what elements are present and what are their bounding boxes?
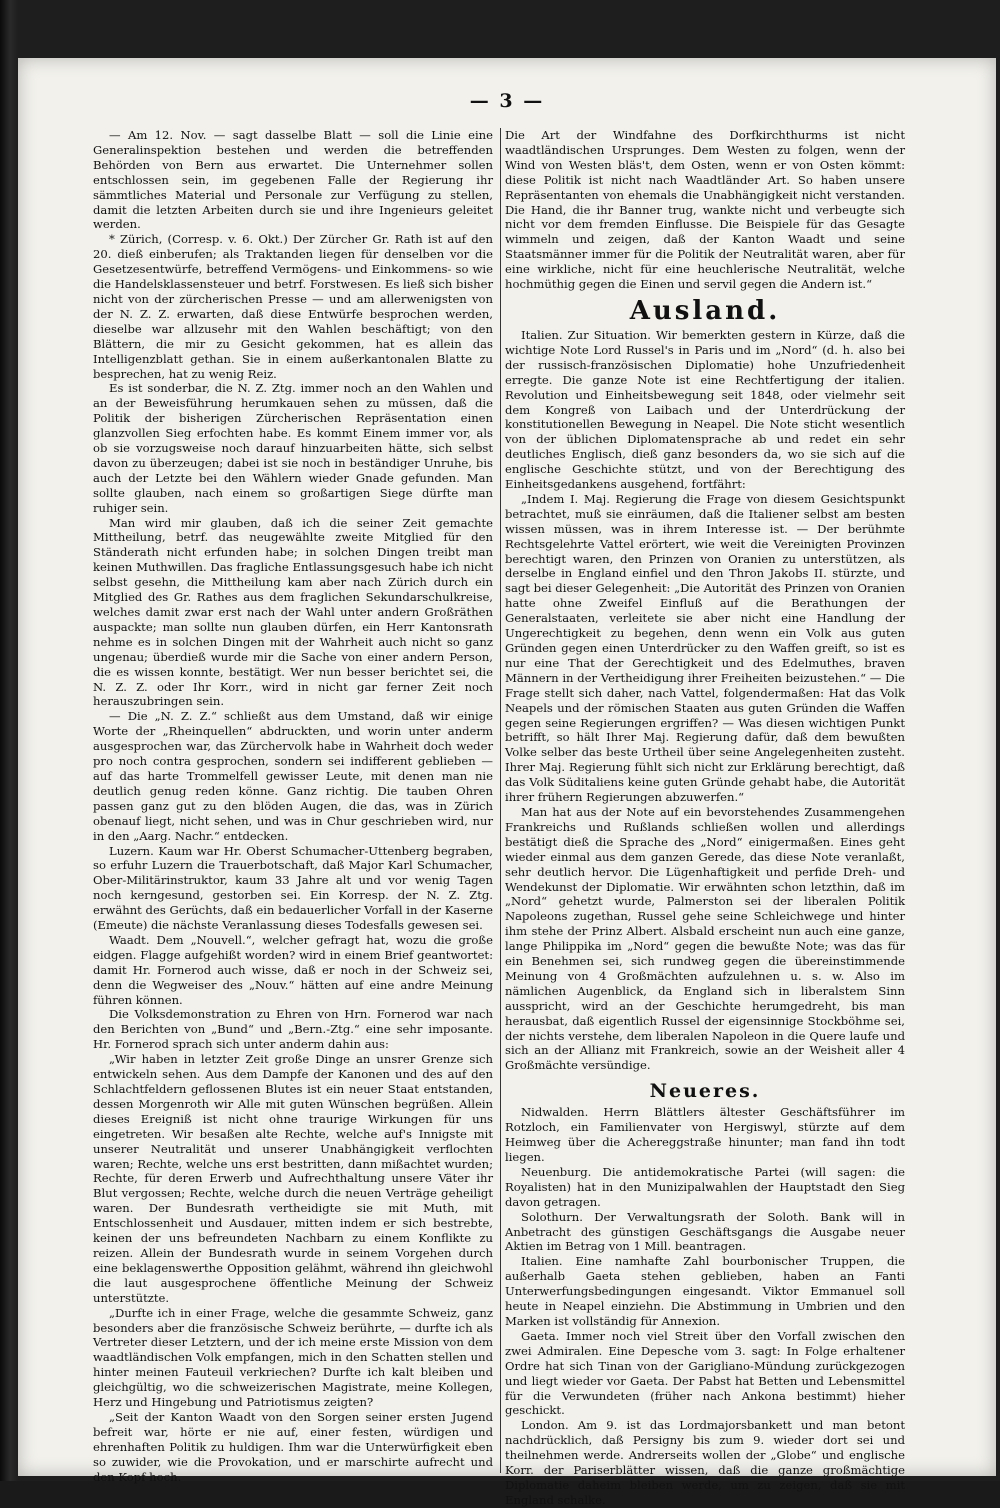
right-column [505,128,905,1508]
news-item: Solothurn. Der Verwaltungsrath der Soloth. Bank will in Anbetracht des günstigen Geschäftsgangs die Ausgabe neuer Aktien im Betrag von 1 Mill. beantragen. [505,1209,905,1254]
article-paragraph: Waadt. Dem „Nouvell.“, welcher gefragt hat, wozu die große eidgen. Flagge aufgehißt worden? wird in einem Brief geantwortet: damit Hr. Fornerod auch wisse, daß er noch in der Schweiz sei, denn die Wegweiser des „Nouv.“ hätten auf eine andre Meinung führen können. [93,932,493,1007]
article-paragraph: Die Art der Windfahne des Dorfkirchthurms ist nicht waadtländischen Ursprunges. Dem Westen zu folgen, wenn der Wind von Westen bläs't, dem Osten, wenn er von Osten kömmt: diese Politik ist nicht nach Waadtländer Art. So haben unsere Repräsentanten von ehemals die Unabhängigkeit nicht verstanden. Die Hand, die ihr Banner trug, wankte nicht und verbeugte sich nicht vor dem fremden Einflusse. Die Beispiele für das Gesagte wimmeln und zeigen, daß der Kanton Waadt und seine Staatsmänner immer für die Politik der Neutralität waren, aber für eine wirkliche, nicht für eine heuchlerische Neutralität, welche hochmüthig gegen die Einen und servil gegen die Andern ist.“ [505,128,905,292]
left-column [93,128,493,1484]
news-item: Nidwalden. Herrn Blättlers ältester Geschäftsführer im Rotzloch, ein Familienvater von Hergiswyl, stürzte auf dem Heimweg über die Achereggstraße hinunter; man fand ihn todt liegen. [505,1105,905,1164]
article-paragraph: „Durfte ich in einer Frage, welche die gesammte Schweiz, ganz besonders aber die französische Schweiz berührte, — durfte ich als Vertreter dieser Letztern, und der ich meine erste Mission von dem waadtländischen Volk empfangen, mich in den Schatten stellen und hinter meinen Fauteuil verkriechen? Durfte ich kalt bleiben und gleichgültig, wo die schweizerischen Magistrate, meine Kollegen, Herz und Hingebung und Patriotismus zeigten? [93,1305,493,1410]
article-paragraph: Luzern. Kaum war Hr. Oberst Schumacher-Uttenberg begraben, so erfuhr Luzern die Trauerbotschaft, daß Major Karl Schumacher, Ober-Militärinstruktor, kaum 33 Jahre alt und vor wenig Tagen noch kerngesund, gestorben sei. Ein Korresp. der N. Z. Ztg. erwähnt des Gerüchts, daß ein bedauerlicher Vorfall in der Kaserne (Emeute) die nächste Veranlassung dieses Todesfalls gewesen sei. [93,843,493,933]
news-item: Gaeta. Immer noch viel Streit über den Vorfall zwischen den zwei Admiralen. Eine Depesche vom 3. sagt: In Folge erhaltener Ordre hat sich Tinan von der Garigliano-Mündung zurückgezogen und liegt wieder vor Gaeta. Der Pabst hat Betten und Lebensmittel für die Verwundeten (früher nach Ankona bestimmt) hieher geschickt. [505,1328,905,1418]
article-paragraph: * Zürich, (Corresp. v. 6. Okt.) Der Zürcher Gr. Rath ist auf den 20. dieß einberufen; als Traktanden liegen für denselben vor die Gesetzesentwürfe, betreffend Vermögens- und Einkommens- so wie die Handelsklassensteuer und betrf. Forstwesen. Es ließ sich bisher nicht von der zürcherischen Presse — und am allerwenigsten von der N. Z. Z. erwarten, daß diese Entwürfe besprochen werden, dieselbe war allzusehr mit den Wahlen beschäftigt; von den Blättern, die mir zu Gesicht gekommen, hat es allein das Intelligenzblatt gethan. Sie in einem außerkantonalen Blatte zu besprechen, hat zu wenig Reiz. [93,232,493,381]
news-item: Italien. Eine namhafte Zahl bourbonischer Truppen, die außerhalb Gaeta stehen geblieben, haben an Fanti Unterwerfungsbedingungen eingesandt. Viktor Emmanuel soll heute in Neapel einziehn. Die Abstimmung in Umbrien und den Marken ist vollständig für Annexion. [505,1254,905,1328]
article-paragraph: Es ist sonderbar, die N. Z. Ztg. immer noch an den Wahlen und an der Beweisführung herumkauen sehen zu müssen, daß die Politik der bisherigen Zürcherischen Repräsentation einen glanzvollen Sieg erfochten habe. Es kommt Einem immer vor, als ob sie vorzugsweise noch darauf hinzuarbeiten hätte, sich selbst davon zu überzeugen; dabei ist sie noch in beständiger Unruhe, bis auch der Letzte bei den Wählern wieder Gnade gefunden. Man sollte glauben, nach einem so großartigen Siege dürfte man ruhiger sein. [93,381,493,515]
article-paragraph: Die Volksdemonstration zu Ehren von Hrn. Fornerod war nach den Berichten von „Bund“ und „Bern.-Ztg.“ eine sehr imposante. Hr. Fornerod sprach sich unter anderm dahin aus: [93,1007,493,1052]
article-paragraph: — Am 12. Nov. — sagt dasselbe Blatt — soll die Linie eine Generalinspektion bestehen und werden die betreffenden Behörden von Bern aus erwartet. Die Unternehmer sollen entschlossen sein, im gegebenen Falle der Regierung ihr sämmtliches Material und Personale zur Verfügung zu stellen, damit die letzten Arbeiten durch sie und ihre Ingenieurs geleitet werden. [93,128,493,232]
news-item: Neuenburg. Die antidemokratische Partei (will sagen: die Royalisten) hat in den Munizipalwahlen der Hauptstadt den Sieg davon getragen. [505,1164,905,1209]
article-paragraph: Man wird mir glauben, daß ich die seiner Zeit gemachte Mittheilung, betrf. das neugewählte zweite Mitglied für den Ständerath nicht erfunden habe; in solchen Dingen treibt man keinen Muthwillen. Das fragliche Entlassungsgesuch habe ich nicht selbst gesehn, die Mittheilung kam aber nach Zürich durch ein Mitglied des Gr. Rathes aus dem fraglichen Sekundarschulkreise, welches damit zwar erst nach der Wahl unter andern Großräthen auspackte; man sollte nun glauben dürfen, ein Herr Kantonsrath nehme es in solchen Dingen mit der Wahrheit auch nicht so ganz ungenau; überdieß wurde mir die Sache von einer andern Person, die es wissen konnte, bestätigt. Wer nun besser berichtet sei, die N. Z. Z. oder Ihr Korr., wird in nicht gar ferner Zeit noch herauszubringen sein. [93,515,493,709]
article-paragraph: „Seit der Kanton Waadt von den Sorgen seiner ersten Jugend befreit war, hörte er nie auf, einer festen, würdigen und ehrenhaften Politik zu huldigen. Ihm war die Unterwürfigkeit eben so zuwider, wie die Provokation, und er marschirte aufrecht und den Kopf hoch. [93,1409,493,1484]
article-paragraph: Italien. Zur Situation. Wir bemerkten gestern in Kürze, daß die wichtige Note Lord Russel's in Paris und im „Nord“ (d. h. also bei der russisch-französischen Diplomatie) hohe Unzufriedenheit erregte. Die ganze Note ist eine Rechtfertigung der italien. Revolution und Einheitsbewegung seit 1848, oder vielmehr seit dem Kongreß von Laibach und der Unterdrückung der konstitutionellen Bewegung in Neapel. Die Note sticht wesentlich von der üblichen Diplomatensprache ab und redet ein sehr deutliches Englisch, dieß ganz besonders da, wo sie sich auf die englische Geschichte stützt, und von der Berechtigung des Einheitsgedankens ausgehend, fortfährt: [505,327,905,492]
news-item: London. Am 9. ist das Lordmajorsbankett und man betont nachdrücklich, daß Persigny bis zum 9. wieder dort sei und theilnehmen werde. Andrerseits wollen der „Globe“ und englische Korr. der Pariserblätter wissen, daß die ganze großmächtige Diplomatie daheim bleiben werde, um zu zeigen, daß sie mit England schalke. [505,1418,905,1507]
article-paragraph: „Wir haben in letzter Zeit große Dinge an unsrer Grenze sich entwickeln sehen. Aus dem Dampfe der Kanonen und des auf den Schlachtfeldern geflossenen Blutes ist ein neuer Staat entstanden, dessen Morgenroth wir Alle mit guten Wünschen begrüßen. Allein dieses Ereigniß ist nicht ohne traurige Wirkungen für uns eingetreten. Wir besaßen alte Rechte, welche auf's Innigste mit unserer Neutralität und unserer Unabhängigkeit verflochten waren; Rechte, welche uns erst bestritten, dann mißachtet wurden; Rechte, für deren Erwerb und Aufrechthaltung unsere Väter ihr Blut vergossen; Rechte, welche durch die neuen Verträge geheiligt waren. Der Bundesrath vertheidigte sie mit Muth, mit Entschlossenheit und Ausdauer, mitten indem er sich bestrebte, keinen der uns befreundeten Nachbarn zu einem Konflikte zu reizen. Allein der Bundesrath wurde in seinem Vorgehen durch eine beklagenswerthe Opposition gelähmt, während ihn gleichwohl die laut ausgesprochene öffentliche Meinung der Schweiz unterstützte. [93,1052,493,1305]
newspaper-page [18,58,996,1507]
section-heading-ausland: Ausland. [629,295,781,326]
page-number: — 3 — [469,90,545,112]
section-heading-neueres: Neueres. [649,1080,761,1103]
article-paragraph: — Die „N. Z. Z.“ schließt aus dem Umstand, daß wir einige Worte der „Rheinquellen“ abdruckten, und worin unter anderm ausgesprochen war, das Zürchervolk habe in Wahrheit doch weder pro noch contra gesprochen, sondern sei indifferent geblieben — auf das harte Trommelfell gewisser Leute, mit denen man nie deutlich genug reden könne. Ganz richtig. Die tauben Ohren passen ganz gut zu den blöden Augen, die das, was in Zürich obenauf liegt, nicht sehen, und was in Chur geschrieben wird, nur in den „Aarg. Nachr.“ entdecken. [93,709,493,843]
article-paragraph: Man hat aus der Note auf ein bevorstehendes Zusammengehen Frankreichs und Rußlands schließen wollen und allerdings bestätigt dieß die Sprache des „Nord“ einigermaßen. Eines geht wieder einmal aus dem ganzen Gerede, das diese Note veranlaßt, sehr deutlich hervor. Die Lügenhaftigkeit und perfide Dreh- und Wendekunst der Diplomatie. Wir erwähnten schon letzthin, daß im „Nord“ gehetzt wurde, Palmerston sei der liberalen Politik Napoleons zugethan, Russel gehe seine Schleichwege und hinter ihm stehe der Prinz Albert. Alsbald erscheint nun auch eine ganze, lange Philippika im „Nord“ gegen die bewußte Note; was das für ein Benehmen sei, sich rundweg gegen die übereinstimmende Meinung von 4 Großmächten aufzulehnen u. s. w. Also im nämlichen Augenblick, da England sich in liberalstem Sinn ausspricht, wird an der Geschichte herumgedreht, bis man herausbat, daß eigentlich Russel der eigensinnige Stockböhme sei, der nichts verstehe, dem liberalen Napoleon in die Quere laufe und sich an der Allianz mit Frankreich, sowie an der Weisheit aller 4 Großmächte versündige. [505,804,905,1073]
article-paragraph: „Indem I. Maj. Regierung die Frage von diesem Gesichtspunkt betrachtet, muß sie einräumen, daß die Italiener selbst am besten wissen müssen, was in ihrem Interesse ist. — Der berühmte Rechtsgelehrte Vattel erörtert, wie weit die Vereinigten Provinzen berechtigt waren, den Prinzen von Oranien zu unterstützen, als derselbe in England einfiel und den Thron Jakobs II. stürzte, und sagt bei dieser Gelegenheit: „Die Autorität des Prinzen von Oranien hatte ohne Zweifel Einfluß auf die Berathungen der Generalstaaten, verleitete sie aber nicht eine Handlung der Ungerechtigkeit zu begehen, denn wenn ein Volk aus guten Gründen gegen einen Unterdrücker zu den Waffen greift, so ist es nur eine That der Gerechtigkeit und des Edelmuthes, braven Männern in der Vertheidigung ihrer Freiheiten beizustehen.“ — Die Frage stellt sich daher, nach Vattel, folgendermaßen: Hat das Volk Neapels und der römischen Staaten aus guten Gründen die Waffen gegen seine Regierungen ergriffen? — Was diesen wichtigen Punkt betrifft, so hält Ihrer Maj. Regierung dafür, daß dem bewußten Volke selber das beste Urtheil über seine Angelegenheiten zusteht. Ihrer Maj. Regierung fühlt sich nicht zur Erklärung berechtigt, daß das Volk Süditaliens keine guten Gründe gehabt habe, die Autorität ihrer frühern Regierungen abzuwerfen.“ [505,491,905,805]
column-divider [500,128,501,1473]
